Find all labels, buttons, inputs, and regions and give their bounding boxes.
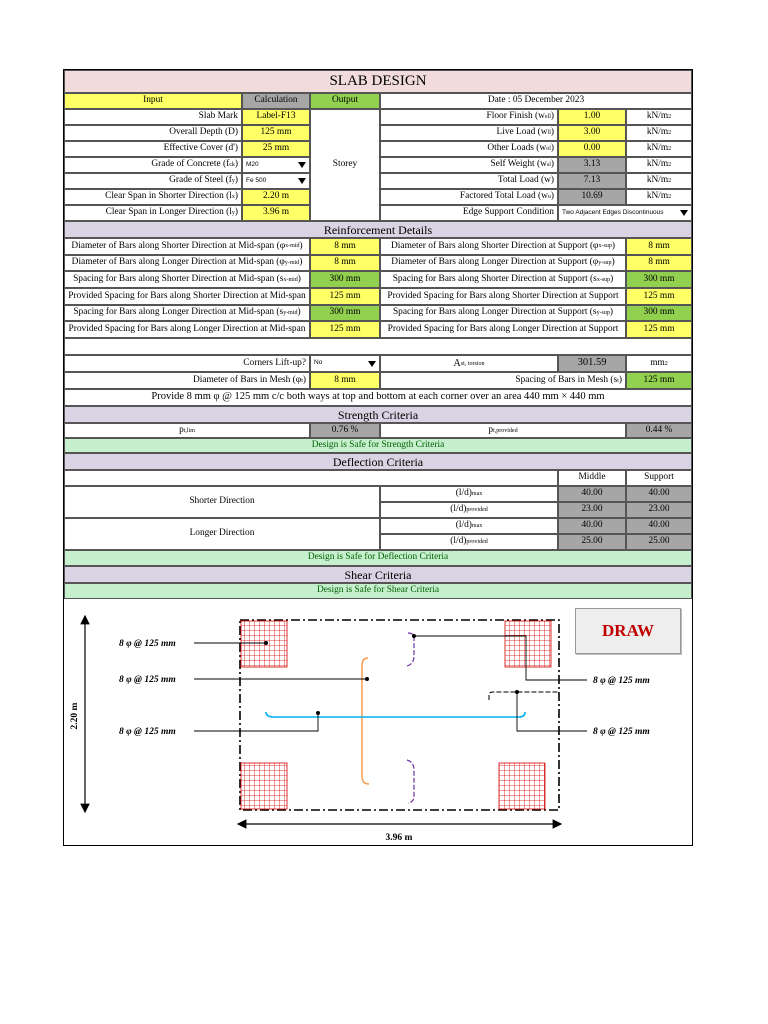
deflection-blank-header (64, 470, 558, 486)
reinforcement-left-value-4: 300 mm (310, 305, 380, 322)
bar-label-1: 8 φ @ 125 mm (119, 639, 176, 649)
reinforcement-right-value-2: 300 mm (626, 271, 692, 288)
pt-lim-label: p t,lim (64, 423, 310, 438)
shear-header: Shear Criteria (64, 566, 692, 583)
concrete-grade-label: Grade of Concrete (f ck ) (64, 157, 242, 173)
dimension-long-label: 3.96 m (385, 833, 413, 843)
bar-label-3: 8 φ @ 125 mm (119, 727, 176, 737)
storey-label: Storey (310, 109, 380, 221)
live-load-label: Live Load (w ll ) (380, 125, 558, 141)
reinforcement-left-value-2: 300 mm (310, 271, 380, 288)
legend-input: Input (64, 93, 242, 109)
longer-ld-provided-support: 25.00 (626, 534, 692, 550)
shorter-ld-max-support: 40.00 (626, 486, 692, 502)
longer-ld-max-label: (l/d) max (380, 518, 558, 534)
bar-support-dashed (489, 692, 558, 700)
steel-grade-label: Grade of Steel (f y ) (64, 173, 242, 189)
ast-torsion-value: 301.59 (558, 355, 626, 372)
strength-result: Design is Safe for Strength Criteria (64, 438, 692, 453)
effective-cover-label: Effective Cover (d') (64, 141, 242, 157)
total-load-value: 7.13 (558, 173, 626, 189)
reinforcement-right-label-5: Provided Spacing for Bars along Longer Direction at Support (380, 321, 626, 338)
pt-provided-label: p t,provided (380, 423, 626, 438)
mesh-diameter-input[interactable]: 8 mm (310, 372, 380, 389)
short-span-label: Clear Span in Shorter Direction (l x ) (64, 189, 242, 205)
pt-lim-value: 0.76 % (310, 423, 380, 438)
reinforcement-right-value-4: 300 mm (626, 305, 692, 322)
floor-finish-label: Floor Finish (w ell ) (380, 109, 558, 125)
effective-cover-input[interactable]: 25 mm (242, 141, 310, 157)
leader-dot-3 (316, 711, 320, 715)
blank-row (64, 338, 692, 355)
reinforcement-right-value-3[interactable]: 125 mm (626, 288, 692, 305)
floor-finish-input[interactable]: 1.00 (558, 109, 626, 125)
bar-label-4: 8 φ @ 125 mm (593, 676, 650, 686)
corners-lift-dropdown[interactable] (310, 355, 380, 372)
self-weight-value: 3.13 (558, 157, 626, 173)
total-load-unit: kN/m 2 (626, 173, 692, 189)
leader-5 (517, 692, 587, 731)
corner-reinforcement-note: Provide 8 mm φ @ 125 mm c/c both ways at top and bottom at each corner over an area 440 mm × 440 mm (64, 389, 692, 406)
edge-support-dropdown[interactable] (558, 205, 692, 221)
longer-ld-provided-label: (l/d) provided (380, 534, 558, 550)
reinforcement-left-label-0: Diameter of Bars along Shorter Direction at Mid-span (φ x-mid ) (64, 238, 310, 255)
reinforcement-left-value-5[interactable]: 125 mm (310, 321, 380, 338)
shorter-ld-provided-support: 23.00 (626, 502, 692, 518)
bar-longer-mid-blue (266, 712, 525, 717)
reinforcement-right-value-1[interactable]: 8 mm (626, 255, 692, 272)
longer-ld-provided-middle: 25.00 (558, 534, 626, 550)
bar-label-5: 8 φ @ 125 mm (593, 727, 650, 737)
mesh-spacing-label: Spacing of Bars in Mesh (s t ) (380, 372, 626, 389)
reinforcement-right-label-3: Provided Spacing for Bars along Shorter Direction at Support (380, 288, 626, 305)
reinforcement-left-label-2: Spacing for Bars along Shorter Direction at Mid-span (s x-mid ) (64, 271, 310, 288)
other-loads-unit: kN/m 2 (626, 141, 692, 157)
corner-mesh-bottom-left (241, 763, 287, 809)
reinforcement-left-label-3: Provided Spacing for Bars along Shorter Direction at Mid-span (64, 288, 310, 305)
deflection-header: Deflection Criteria (64, 453, 692, 470)
reinforcement-right-value-5[interactable]: 125 mm (626, 321, 692, 338)
legend-calculation: Calculation (242, 93, 310, 109)
deflection-col-middle: Middle (558, 470, 626, 486)
short-span-input[interactable]: 2.20 m (242, 189, 310, 205)
total-load-label: Total Load (w) (380, 173, 558, 189)
reinforcement-left-label-4: Spacing for Bars along Longer Direction at Mid-span (s y-mid ) (64, 305, 310, 322)
ast-torsion-unit: mm 2 (626, 355, 692, 372)
overall-depth-label: Overall Depth (D) (64, 125, 242, 141)
legend-output: Output (310, 93, 380, 109)
reinforcement-right-label-4: Spacing for Bars along Longer Direction at Support (s y-sup ) (380, 305, 626, 322)
reinforcement-left-value-1[interactable]: 8 mm (310, 255, 380, 272)
reinforcement-right-label-0: Diameter of Bars along Shorter Direction at Support (φ x-sup ) (380, 238, 626, 255)
shorter-ld-max-label: (l/d) max (380, 486, 558, 502)
shorter-ld-max-middle: 40.00 (558, 486, 626, 502)
deflection-col-support: Support (626, 470, 692, 486)
leader-dot-4 (412, 634, 416, 638)
bar-bottom-purple (407, 760, 414, 803)
mesh-spacing-value: 125 mm (626, 372, 692, 389)
sheet-title-text: SLAB DESIGN (329, 73, 427, 89)
slab-mark-label: Slab Mark (64, 109, 242, 125)
leader-4 (414, 636, 587, 680)
leader-3 (194, 713, 318, 731)
long-span-label: Clear Span in Longer Direction (l y ) (64, 205, 242, 221)
pt-provided-value: 0.44 % (626, 423, 692, 438)
dimension-short-label: 2.20 m (70, 702, 80, 730)
leader-dot-2 (365, 677, 369, 681)
corner-mesh-bottom-right (499, 763, 545, 809)
concrete-grade-value: M20 (246, 160, 259, 168)
corners-lift-value: No (314, 359, 323, 367)
chevron-down-icon[interactable] (298, 178, 306, 184)
ast-torsion-label: A st, torsion (380, 355, 558, 372)
edge-support-value: Two Adjacent Edges Discontinuous (562, 208, 664, 216)
bar-label-2: 8 φ @ 125 mm (119, 675, 176, 685)
steel-grade-dropdown[interactable] (242, 173, 310, 189)
shear-result: Design is Safe for Shear Criteria (64, 583, 692, 599)
other-loads-input[interactable]: 0.00 (558, 141, 626, 157)
bar-top-purple (407, 633, 414, 666)
edge-support-label: Edge Support Condition (380, 205, 558, 221)
reinforcement-right-label-2: Spacing for Bars along Shorter Direction at Support (s x-sup ) (380, 271, 626, 288)
longer-ld-max-support: 40.00 (626, 518, 692, 534)
chevron-down-icon[interactable] (368, 361, 376, 367)
slab-mark-input[interactable]: Label-F13 (242, 109, 310, 125)
slab-design-sheet (63, 69, 693, 846)
corner-mesh-top-right (505, 621, 551, 667)
factored-load-unit: kN/m 2 (626, 189, 692, 205)
other-loads-label: Other Loads (w ol ) (380, 141, 558, 157)
reinforcement-left-value-0[interactable]: 8 mm (310, 238, 380, 255)
reinforcement-right-label-1: Diameter of Bars along Longer Direction at Support (φ y-sup ) (380, 255, 626, 272)
self-weight-unit: kN/m 2 (626, 157, 692, 173)
chevron-down-icon[interactable] (680, 210, 688, 216)
draw-button[interactable]: DRAW (575, 608, 681, 654)
chevron-down-icon[interactable] (298, 162, 306, 168)
date-label: Date : 05 December 2023 (380, 93, 692, 109)
self-weight-label: Self Weight (w sl ) (380, 157, 558, 173)
strength-header: Strength Criteria (64, 406, 692, 423)
longer-ld-max-middle: 40.00 (558, 518, 626, 534)
sheet-title (64, 70, 692, 93)
overall-depth-input[interactable]: 125 mm (242, 125, 310, 141)
reinforcement-left-label-5: Provided Spacing for Bars along Longer Direction at Mid-span (64, 321, 310, 338)
shorter-ld-provided-label: (l/d) provided (380, 502, 558, 518)
mesh-diameter-label: Diameter of Bars in Mesh (φ t ) (64, 372, 310, 389)
live-load-unit: kN/m 2 (626, 125, 692, 141)
bar-shorter-mid-orange (362, 658, 369, 784)
live-load-input[interactable]: 3.00 (558, 125, 626, 141)
corner-mesh-top-left (241, 621, 287, 667)
reinforcement-right-value-0[interactable]: 8 mm (626, 238, 692, 255)
steel-grade-value: Fe 500 (246, 176, 267, 184)
reinforcement-left-label-1: Diameter of Bars along Longer Direction at Mid-span (φ y-mid ) (64, 255, 310, 272)
deflection-result: Design is Safe for Deflection Criteria (64, 550, 692, 566)
reinforcement-left-value-3[interactable]: 125 mm (310, 288, 380, 305)
leader-dot-1 (264, 641, 268, 645)
reinforcement-header: Reinforcement Details (64, 221, 692, 238)
floor-finish-unit: kN/m 2 (626, 109, 692, 125)
long-span-input[interactable]: 3.96 m (242, 205, 310, 221)
factored-load-label: Factored Total Load (w u ) (380, 189, 558, 205)
concrete-grade-dropdown[interactable] (242, 157, 310, 173)
longer-direction-label: Longer Direction (64, 518, 380, 550)
factored-load-value: 10.69 (558, 189, 626, 205)
shorter-ld-provided-middle: 23.00 (558, 502, 626, 518)
leader-dot-5 (515, 690, 519, 694)
corners-lift-label: Corners Lift-up? (64, 355, 310, 372)
shorter-direction-label: Shorter Direction (64, 486, 380, 518)
